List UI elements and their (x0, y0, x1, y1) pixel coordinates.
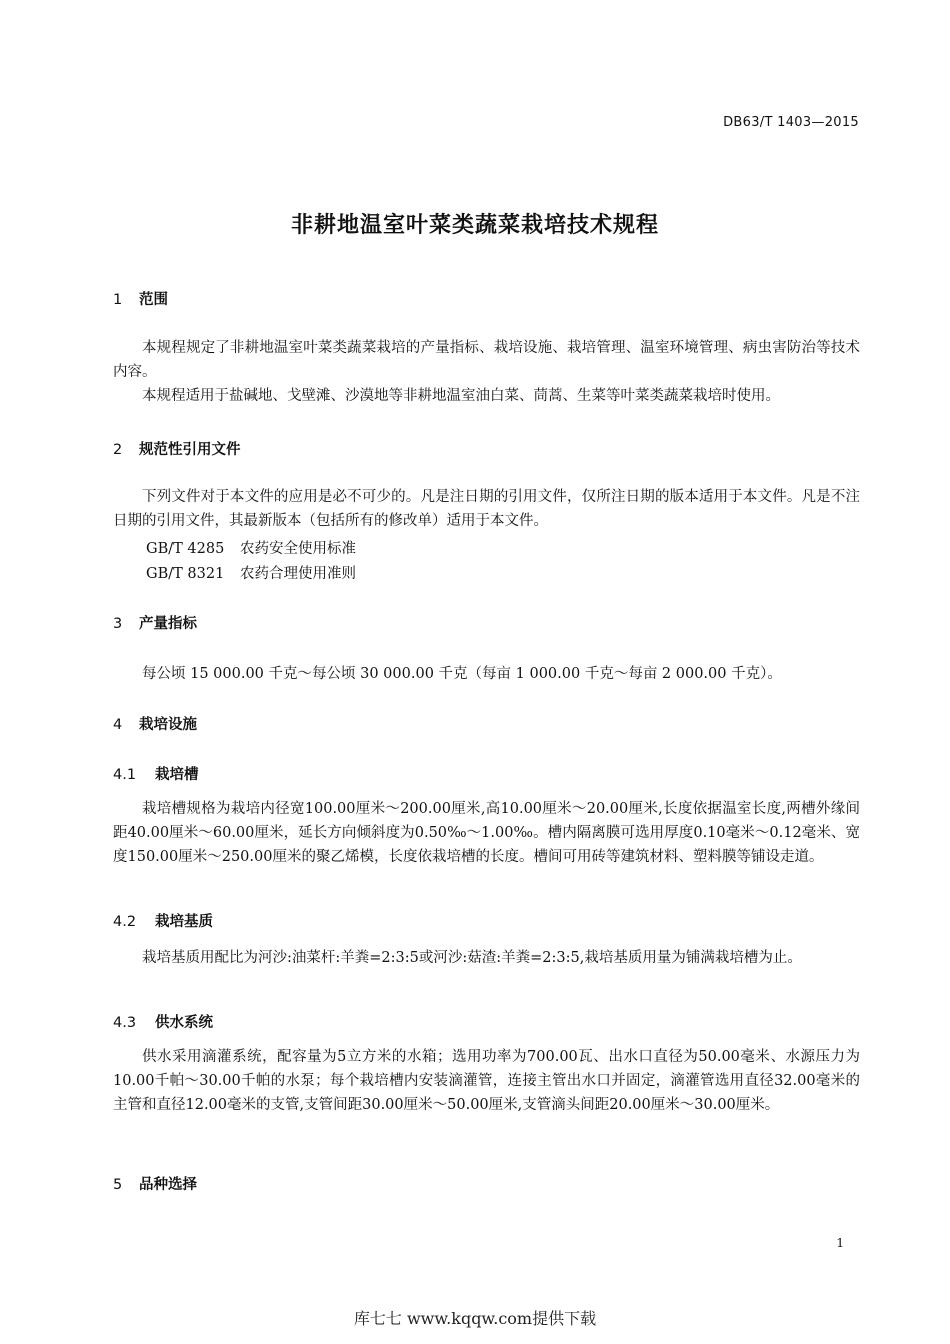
section-1-heading (113, 288, 168, 309)
section-2-heading (113, 438, 241, 459)
section-4-2-heading (113, 910, 213, 931)
section-number: 4.2 (113, 914, 137, 930)
section-number: 5 (113, 1177, 123, 1193)
section-title: 规范性引用文件 (139, 442, 241, 458)
reference-title: 农药合理使用准则 (240, 566, 356, 582)
section-1-paragraph-2: 本规程适用于盐碱地、戈壁滩、沙漠地等非耕地温室油白菜、茼蒿、生菜等叶菜类蔬菜栽培时使用。 (142, 388, 780, 404)
section-title: 栽培槽 (155, 767, 199, 783)
section-4-3-paragraph: 供水采用滴灌系统，配容量为5立方米的水箱；选用功率为700.00瓦、出水口直径为50.00毫米、水源压力为10.00千帕～30.00千帕的水泵；每个栽培槽内安装滴灌管，连接主管出水口并固定，滴灌管选用直径32.00毫米的主管和直径12.00毫米的支管,支管间距30.00厘米～50.00厘米,支管滴头间距20.00厘米～30.00厘米。 (113, 1049, 860, 1113)
reference-code: GB/T 4285 (146, 541, 225, 557)
section-4-heading (113, 713, 197, 734)
document-title: 非耕地温室叶菜类蔬菜栽培技术规程 (290, 213, 659, 238)
reference-title: 农药安全使用标准 (240, 541, 356, 557)
section-title: 栽培设施 (139, 717, 197, 733)
section-title: 产量指标 (139, 616, 197, 632)
section-number: 3 (113, 616, 123, 632)
reference-code: GB/T 8321 (146, 566, 225, 582)
section-number: 4.3 (113, 1015, 137, 1031)
section-4-1-paragraph: 栽培槽规格为栽培内径宽100.00厘米～200.00厘米,高10.00厘米～20.00厘米,长度依据温室长度,两槽外缘间距40.00厘米～60.00厘米，延长方向倾斜度为0.50‰～1.00‰。槽内隔离膜可选用厚度0.10毫米～0.12毫米、宽度150.00厘米～250.00厘米的聚乙烯模，长度依栽培槽的长度。槽间可用砖等建筑材料、塑料膜等铺设走道。 (113, 801, 860, 865)
section-4-3-heading (113, 1011, 213, 1032)
section-5-heading (113, 1173, 197, 1194)
section-title: 栽培基质 (155, 914, 213, 930)
reference-item (146, 562, 356, 583)
reference-item (146, 537, 356, 558)
section-2-paragraph-1: 下列文件对于本文件的应用是必不可少的。凡是注日期的引用文件，仅所注日期的版本适用于本文件。凡是不注日期的引用文件，其最新版本（包括所有的修改单）适用于本文件。 (113, 489, 860, 529)
page-number: 1 (836, 1236, 844, 1250)
section-title: 范围 (139, 292, 168, 308)
document-code: DB63/T 1403—2015 (723, 115, 859, 130)
section-title: 供水系统 (155, 1015, 213, 1031)
section-4-2-paragraph: 栽培基质用配比为河沙:油菜杆:羊粪=2:3:5或河沙:菇渣:羊粪=2:3:5,栽培基质用量为铺满栽培槽为止。 (142, 950, 802, 966)
section-title: 品种选择 (139, 1177, 197, 1193)
download-footer: 库七七 www.kqqw.com提供下载 (353, 1309, 597, 1328)
section-4-1-heading (113, 763, 199, 784)
section-number: 2 (113, 442, 123, 458)
section-number: 4 (113, 717, 123, 733)
section-3-paragraph-1: 每公顷 15 000.00 千克～每公顷 30 000.00 千克（每亩 1 000.00 千克～每亩 2 000.00 千克）。 (142, 666, 782, 682)
section-3-heading (113, 612, 197, 633)
section-number: 1 (113, 292, 123, 308)
section-1-paragraph-1: 本规程规定了非耕地温室叶菜类蔬菜栽培的产量指标、栽培设施、栽培管理、温室环境管理、病虫害防治等技术内容。 (113, 340, 860, 380)
section-number: 4.1 (113, 767, 137, 783)
